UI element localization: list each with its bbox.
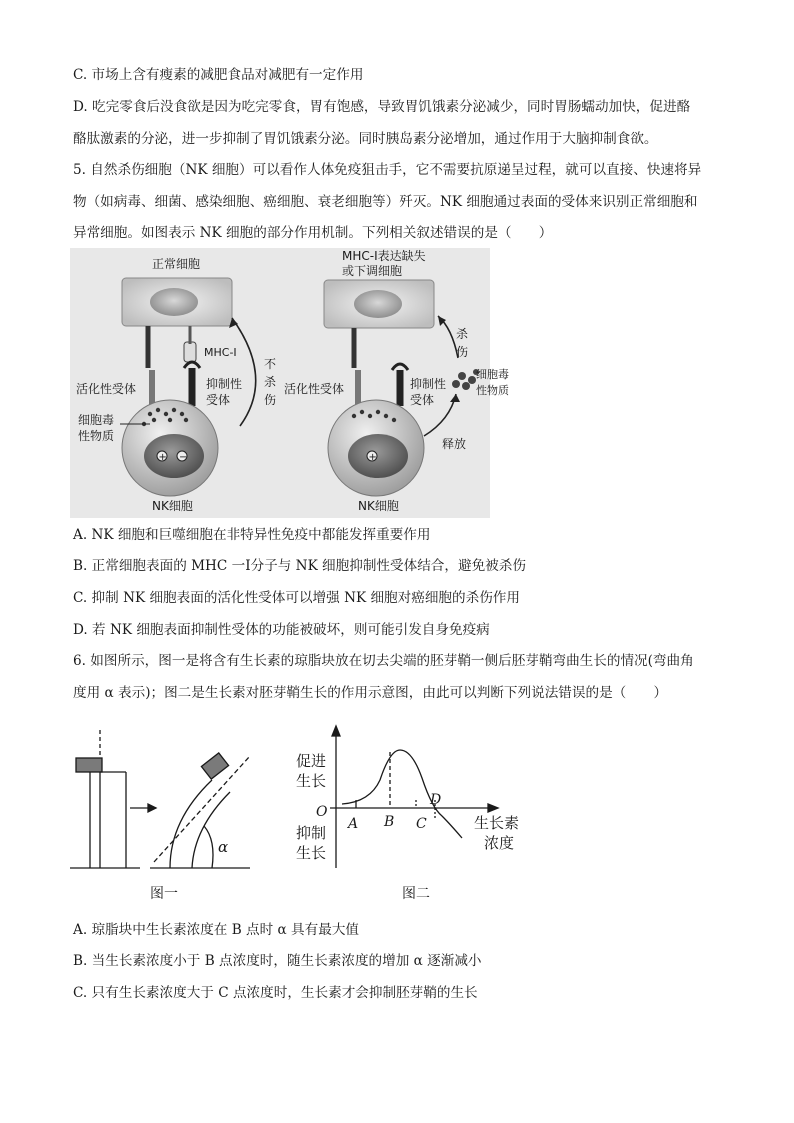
mhc-label: MHC-Ⅰ <box>204 346 237 359</box>
origin-label: O <box>316 804 328 820</box>
toxin-label-right-2: 性物质 <box>476 384 509 397</box>
activating-receptor-label-right: 活化性受体 <box>284 382 345 396</box>
nk-cell-label-right: NK细胞 <box>358 499 399 513</box>
abnormal-cell-label-2: 或下调细胞 <box>342 264 403 278</box>
alpha-label: α <box>218 838 229 856</box>
option-5c: C. 抑制 NK 细胞表面的活化性受体可以增强 NK 细胞对癌细胞的杀伤作用 <box>73 590 520 606</box>
option-6a: A. 琼脂块中生长素浓度在 B 点时 α 具有最大值 <box>73 922 360 938</box>
figure-two-graph <box>330 726 498 868</box>
inhibitory-receptor-label-right-1: 抑制性 <box>410 377 447 391</box>
inhibitory-receptor-label-right-2: 受体 <box>410 393 435 407</box>
figure-one-caption: 图一 <box>150 886 178 902</box>
kill-label-1: 杀 <box>456 327 469 341</box>
nk-nucleus-right <box>348 434 408 478</box>
option-6b: B. 当生长素浓度小于 B 点浓度时，随生长素浓度的增加 α 逐渐减小 <box>73 953 482 969</box>
release-label: 释放 <box>442 437 467 451</box>
nk-cell-figure <box>70 248 509 518</box>
toxin-label-right-1: 细胞毒 <box>476 368 509 381</box>
option-c-leptin: C. 市场上含有瘦素的减肥食品对减肥有一定作用 <box>73 67 364 83</box>
option-5d: D. 若 NK 细胞表面抑制性受体的功能被破坏，则可能引发自身免疫病 <box>73 622 490 638</box>
question-6-line2: 度用 α 表示)；图二是生长素对胚芽鞘生长的作用示意图，由此可以判断下列说法错误的是（ ） <box>73 685 668 701</box>
mhc-molecule <box>184 342 196 362</box>
no-kill-label-1: 不 <box>264 357 277 371</box>
plus-sign-right: + <box>368 452 377 463</box>
agar-block-1 <box>76 758 102 772</box>
question-5-line1: 5. 自然杀伤细胞（NK 细胞）可以看作人体免疫狙击手，它不需要抗原递呈过程，就可以直接、快速将异 <box>73 162 702 178</box>
promote-label-1: 促进 <box>296 752 327 770</box>
option-d-line2: 酪肽激素的分泌，进一步抑制了胃饥饿素分泌。同时胰岛素分泌增加，通过作用于大脑抑制食欲。 <box>73 131 658 147</box>
question-6-line1: 6. 如图所示，图一是将含有生长素的琼脂块放在切去尖端的胚芽鞘一侧后胚芽鞘弯曲生长的情况(弯曲角 <box>73 653 694 669</box>
minus-sign-left: − <box>179 452 188 463</box>
inhibitory-receptor-label-1: 抑制性 <box>206 377 243 391</box>
nk-cell-label-left: NK细胞 <box>152 499 193 513</box>
no-kill-label-2: 杀 <box>264 375 277 389</box>
normal-cell-nucleus <box>150 288 198 316</box>
option-5b: B. 正常细胞表面的 MHC 一Ⅰ分子与 NK 细胞抑制性受体结合，避免被杀伤 <box>73 558 526 574</box>
no-kill-label-3: 伤 <box>264 393 277 407</box>
point-b-label: B <box>384 814 395 830</box>
toxin-label-left-2: 性物质 <box>78 429 115 443</box>
inhibitory-receptor-label-2: 受体 <box>206 393 231 407</box>
question-5-line3: 异常细胞。如图表示 NK 细胞的部分作用机制。下列相关叙述错误的是（ ） <box>73 225 553 241</box>
normal-cell-label: 正常细胞 <box>152 257 201 271</box>
toxin-label-left-1: 细胞毒 <box>78 413 115 427</box>
option-5a: A. NK 细胞和巨噬细胞在非特异性免疫中都能发挥重要作用 <box>73 527 431 543</box>
option-6c: C. 只有生长素浓度大于 C 点浓度时，生长素才会抑制胚芽鞘的生长 <box>73 985 478 1001</box>
question-5-line2: 物（如病毒、细菌、感染细胞、癌细胞、衰老细胞等）歼灭。NK 细胞通过表面的受体来识别正常细胞和 <box>73 194 698 210</box>
inhibit-label-2: 生长 <box>296 844 327 862</box>
activating-receptor-label: 活化性受体 <box>76 382 137 396</box>
x-axis-label-1: 生长素 <box>474 814 520 832</box>
abnormal-cell-label-1: MHC-Ⅰ表达缺失 <box>342 249 426 263</box>
point-d-label: D <box>430 792 442 808</box>
option-d-line1: D. 吃完零食后没食欲是因为吃完零食，胃有饱感，导致胃饥饿素分泌减少，同时胃肠蠕动加快，促进酪 <box>73 99 691 115</box>
point-c-label: C <box>416 816 427 832</box>
plus-sign-left: + <box>158 452 167 463</box>
abnormal-cell-nucleus <box>354 290 402 318</box>
nk-nucleus-left <box>144 434 204 478</box>
x-axis-label-2: 浓度 <box>484 834 515 852</box>
kill-label-2: 伤 <box>456 345 469 359</box>
inhibit-label-1: 抑制 <box>296 824 327 842</box>
point-a-label: A <box>348 816 359 832</box>
figure-two-caption: 图二 <box>402 886 430 902</box>
growth-figure <box>70 720 550 906</box>
agar-block-2 <box>201 753 228 779</box>
promote-label-2: 生长 <box>296 772 327 790</box>
